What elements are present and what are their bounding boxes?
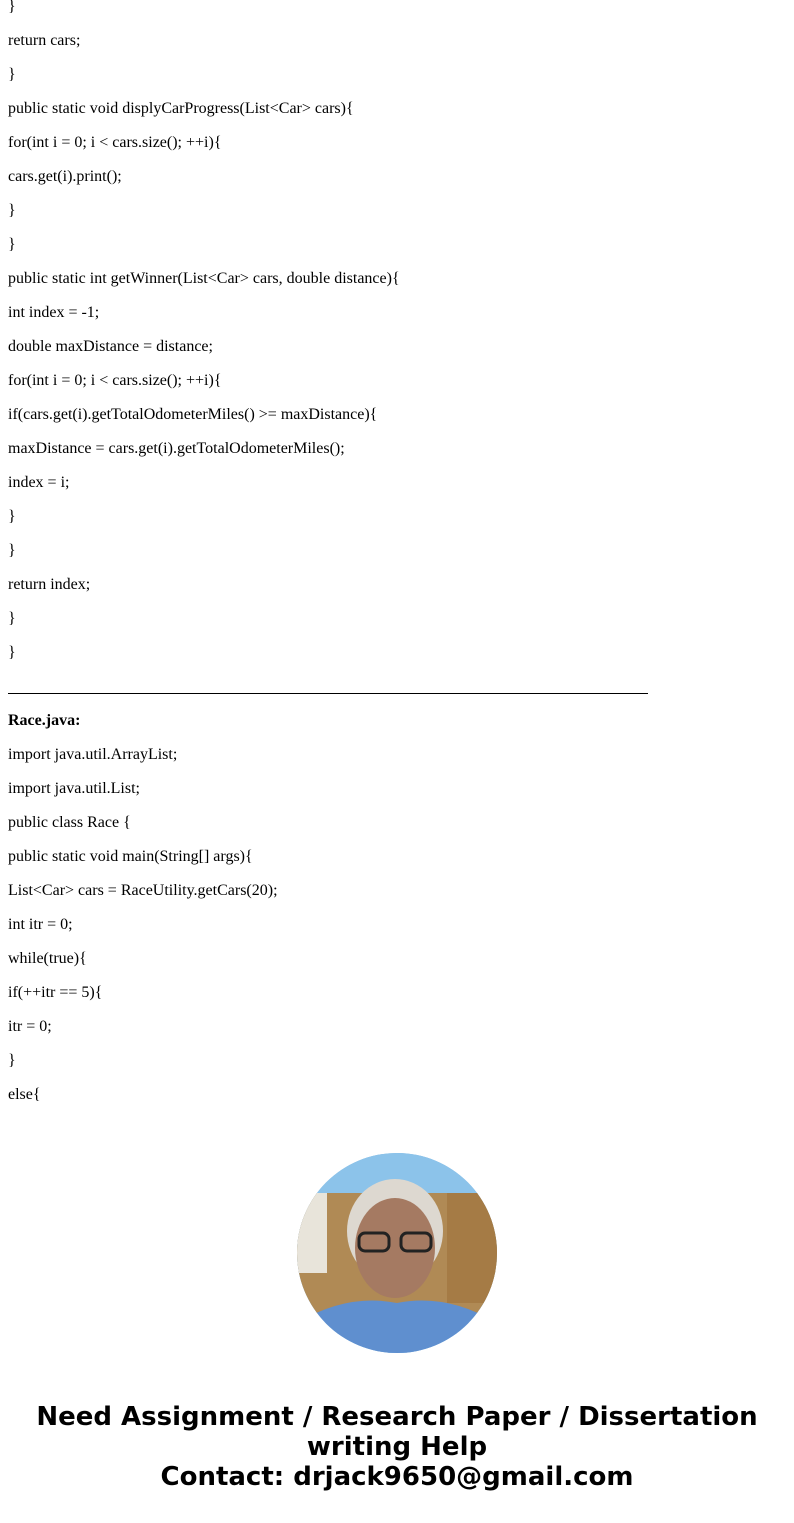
code-line: } bbox=[8, 0, 16, 15]
code-line: cars.get(i).print(); bbox=[8, 168, 122, 185]
divider bbox=[8, 693, 648, 694]
section-title: Race.java: bbox=[8, 712, 81, 729]
code-line: } bbox=[8, 66, 16, 83]
author-photo bbox=[297, 1153, 497, 1353]
code-line: else{ bbox=[8, 1086, 41, 1103]
code-line: maxDistance = cars.get(i).getTotalOdometerMiles(); bbox=[8, 440, 345, 457]
code-line: public static int getWinner(List<Car> cars, double distance){ bbox=[8, 270, 400, 287]
code-line: for(int i = 0; i < cars.size(); ++i){ bbox=[8, 372, 222, 389]
code-line: } bbox=[8, 508, 16, 525]
code-line: int itr = 0; bbox=[8, 916, 73, 933]
code-line: public class Race { bbox=[8, 814, 131, 831]
code-line: if(cars.get(i).getTotalOdometerMiles() >= maxDistance){ bbox=[8, 406, 378, 423]
code-line: return index; bbox=[8, 576, 91, 593]
code-line: for(int i = 0; i < cars.size(); ++i){ bbox=[8, 134, 222, 151]
code-line: while(true){ bbox=[8, 950, 87, 967]
promo-text bbox=[0, 1402, 794, 1492]
code-block-race bbox=[8, 704, 278, 1112]
code-line: } bbox=[8, 542, 16, 559]
code-line: } bbox=[8, 236, 16, 253]
code-block-raceutility bbox=[8, 0, 400, 670]
code-line: double maxDistance = distance; bbox=[8, 338, 213, 355]
code-line: } bbox=[8, 202, 16, 219]
code-line: import java.util.ArrayList; bbox=[8, 746, 178, 763]
code-line: return cars; bbox=[8, 32, 81, 49]
code-line: } bbox=[8, 644, 16, 661]
promo-contact: Contact: drjack9650@gmail.com bbox=[160, 1462, 634, 1492]
code-line: int index = -1; bbox=[8, 304, 100, 321]
promo-line-2: writing Help bbox=[306, 1432, 488, 1462]
code-line: import java.util.List; bbox=[8, 780, 140, 797]
code-line: if(++itr == 5){ bbox=[8, 984, 103, 1001]
code-line: } bbox=[8, 610, 16, 627]
code-line: index = i; bbox=[8, 474, 70, 491]
code-line: public static void displyCarProgress(List<Car> cars){ bbox=[8, 100, 354, 117]
code-line: public static void main(String[] args){ bbox=[8, 848, 253, 865]
code-line: itr = 0; bbox=[8, 1018, 52, 1035]
promo-line-1: Need Assignment / Research Paper / Dissertation bbox=[36, 1402, 758, 1432]
code-line: } bbox=[8, 1052, 16, 1069]
code-line: List<Car> cars = RaceUtility.getCars(20); bbox=[8, 882, 278, 899]
